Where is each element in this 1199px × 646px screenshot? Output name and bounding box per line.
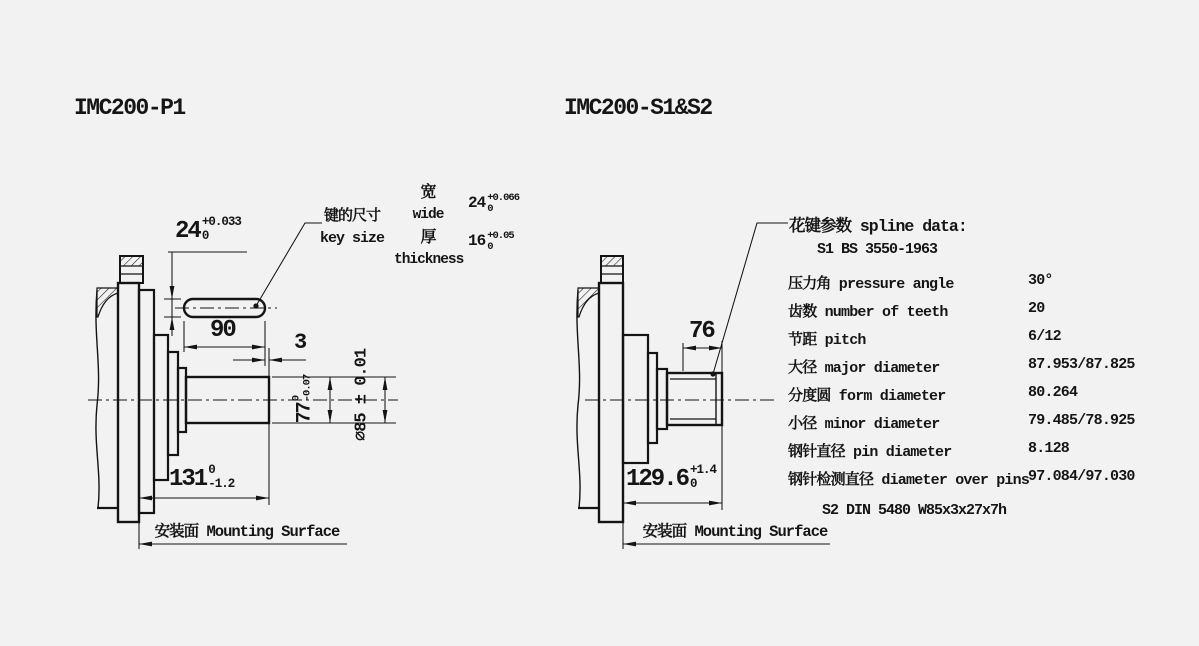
dim-shaft-dia-tol-lower: -0.07 bbox=[301, 374, 314, 402]
row-value: 87.953/87.825 bbox=[1028, 356, 1135, 373]
row-label: 齿数 number of teeth bbox=[788, 304, 948, 321]
row-value: 97.084/97.030 bbox=[1028, 468, 1135, 485]
key-width-spec-tol-lower: 0 bbox=[487, 203, 493, 216]
row-value: 30° bbox=[1028, 272, 1053, 289]
spline-table-row-number-of-teeth bbox=[788, 300, 1158, 320]
key-width-label-cn: 宽 bbox=[420, 184, 436, 202]
key-thickness-spec-value: 16 bbox=[468, 232, 486, 250]
dim-key-length-90: 90 bbox=[210, 317, 235, 344]
dim-length-131-tol-upper: 0 bbox=[208, 463, 215, 477]
key-width-label-en: wide bbox=[412, 207, 444, 223]
spline-table-row-form-diameter bbox=[788, 384, 1158, 404]
spline-table-row-diameter-over-pins bbox=[788, 468, 1158, 488]
row-label: 钢针直径 pin diameter bbox=[788, 444, 952, 461]
spline-data-callout: 花键参数 spline data: bbox=[789, 217, 967, 236]
key-thickness-label-en: thickness bbox=[394, 252, 464, 268]
left-housing-fillet-hatch bbox=[97, 288, 118, 317]
right-flange-plate bbox=[599, 283, 623, 522]
dim-length-129-6-tol-lower: 0 bbox=[690, 476, 697, 491]
dim-shaft-dia-77 bbox=[290, 374, 317, 424]
spline-table-row-pin-diameter bbox=[788, 440, 1158, 460]
dim-shaft-dia-value: 77 bbox=[293, 403, 317, 424]
left-step-1 bbox=[154, 335, 168, 480]
key-thickness-label-cn: 厚 bbox=[420, 229, 436, 247]
key-width-spec bbox=[468, 192, 520, 216]
spline-table-row-major-diameter bbox=[788, 356, 1158, 376]
key-width-spec-tol-upper: +0.066 bbox=[487, 192, 520, 204]
dim-length-129-6-tol-upper: +1.4 bbox=[690, 463, 717, 477]
left-key-leader-line bbox=[256, 223, 322, 306]
dim-length-131-tol-lower: -1.2 bbox=[208, 476, 235, 491]
row-label: 钢针检测直径 diameter over pins bbox=[788, 472, 1030, 489]
left-drawing-title: IMC200-P1 bbox=[74, 95, 185, 121]
row-label: 大径 major diameter bbox=[788, 360, 940, 377]
dim-key-width-24 bbox=[175, 215, 241, 245]
dim-length-131-value: 131 bbox=[169, 466, 207, 493]
key-size-callout-cn: 键的尺寸 bbox=[323, 208, 380, 225]
row-value: 8.128 bbox=[1028, 440, 1070, 457]
dim-outer-dia-85: ⌀85 ± 0.01 bbox=[352, 348, 372, 442]
left-housing-break-line bbox=[96, 290, 99, 508]
spline-table-row-minor-diameter bbox=[788, 412, 1158, 432]
right-spline-leader-dot bbox=[710, 371, 715, 376]
left-mounting-surface-label: 安装面 Mounting Surface bbox=[154, 523, 340, 541]
spline-table-row-pitch bbox=[788, 328, 1158, 348]
key-size-callout bbox=[316, 206, 388, 250]
dim-key-width-value: 24 bbox=[175, 218, 200, 245]
right-spline-shaft bbox=[667, 373, 722, 425]
right-spline-leader-line bbox=[713, 223, 788, 374]
key-thickness-spec-tol-upper: +0.05 bbox=[487, 230, 514, 242]
left-flange-plate bbox=[118, 283, 139, 522]
right-housing-break-line bbox=[577, 290, 580, 508]
row-value: 79.485/78.925 bbox=[1028, 412, 1135, 429]
key-thickness-spec bbox=[468, 230, 514, 254]
key-width-spec-value: 24 bbox=[468, 194, 486, 212]
key-size-callout-en: key size bbox=[319, 229, 384, 247]
right-mounting-surface-label: 安装面 Mounting Surface bbox=[642, 523, 828, 541]
right-step-2 bbox=[648, 353, 657, 443]
dim-shaft-dia-tol-upper: 0 bbox=[290, 395, 303, 402]
s1-standard: S1 BS 3550-1963 bbox=[817, 241, 938, 258]
right-collar bbox=[657, 369, 667, 429]
right-drawing-title: IMC200-S1&S2 bbox=[564, 95, 712, 121]
dim-length-129-6-value: 129.6 bbox=[626, 466, 689, 493]
left-key-leader-dot bbox=[253, 303, 258, 308]
s2-standard: S2 DIN 5480 W85x3x27x7h bbox=[822, 502, 1007, 519]
row-label: 小径 minor diameter bbox=[788, 416, 940, 433]
row-value: 80.264 bbox=[1028, 384, 1078, 401]
dim-key-end-gap-3: 3 bbox=[294, 330, 306, 355]
dim-key-width-tol-lower: 0 bbox=[201, 228, 209, 243]
dim-key-width-tol-upper: +0.033 bbox=[201, 215, 241, 229]
right-dimension-arrows bbox=[623, 346, 722, 547]
right-housing-fillet-hatch bbox=[578, 288, 599, 317]
spline-table-row-pressure-angle bbox=[788, 272, 1158, 292]
key-thickness-spec-tol-lower: 0 bbox=[487, 241, 493, 254]
dim-length-131 bbox=[169, 463, 235, 493]
row-label: 节距 pitch bbox=[788, 332, 866, 349]
row-value: 6/12 bbox=[1028, 328, 1061, 345]
left-pilot-boss bbox=[139, 290, 154, 513]
dim-spline-length-76: 76 bbox=[689, 318, 714, 345]
key-size-labels-column bbox=[394, 182, 462, 272]
dim-length-129-6 bbox=[626, 463, 717, 493]
row-value: 20 bbox=[1028, 300, 1045, 317]
row-label: 分度圆 form diameter bbox=[788, 388, 946, 405]
right-step-1 bbox=[623, 335, 648, 463]
row-label: 压力角 pressure angle bbox=[788, 276, 954, 293]
left-step-2 bbox=[168, 352, 178, 455]
